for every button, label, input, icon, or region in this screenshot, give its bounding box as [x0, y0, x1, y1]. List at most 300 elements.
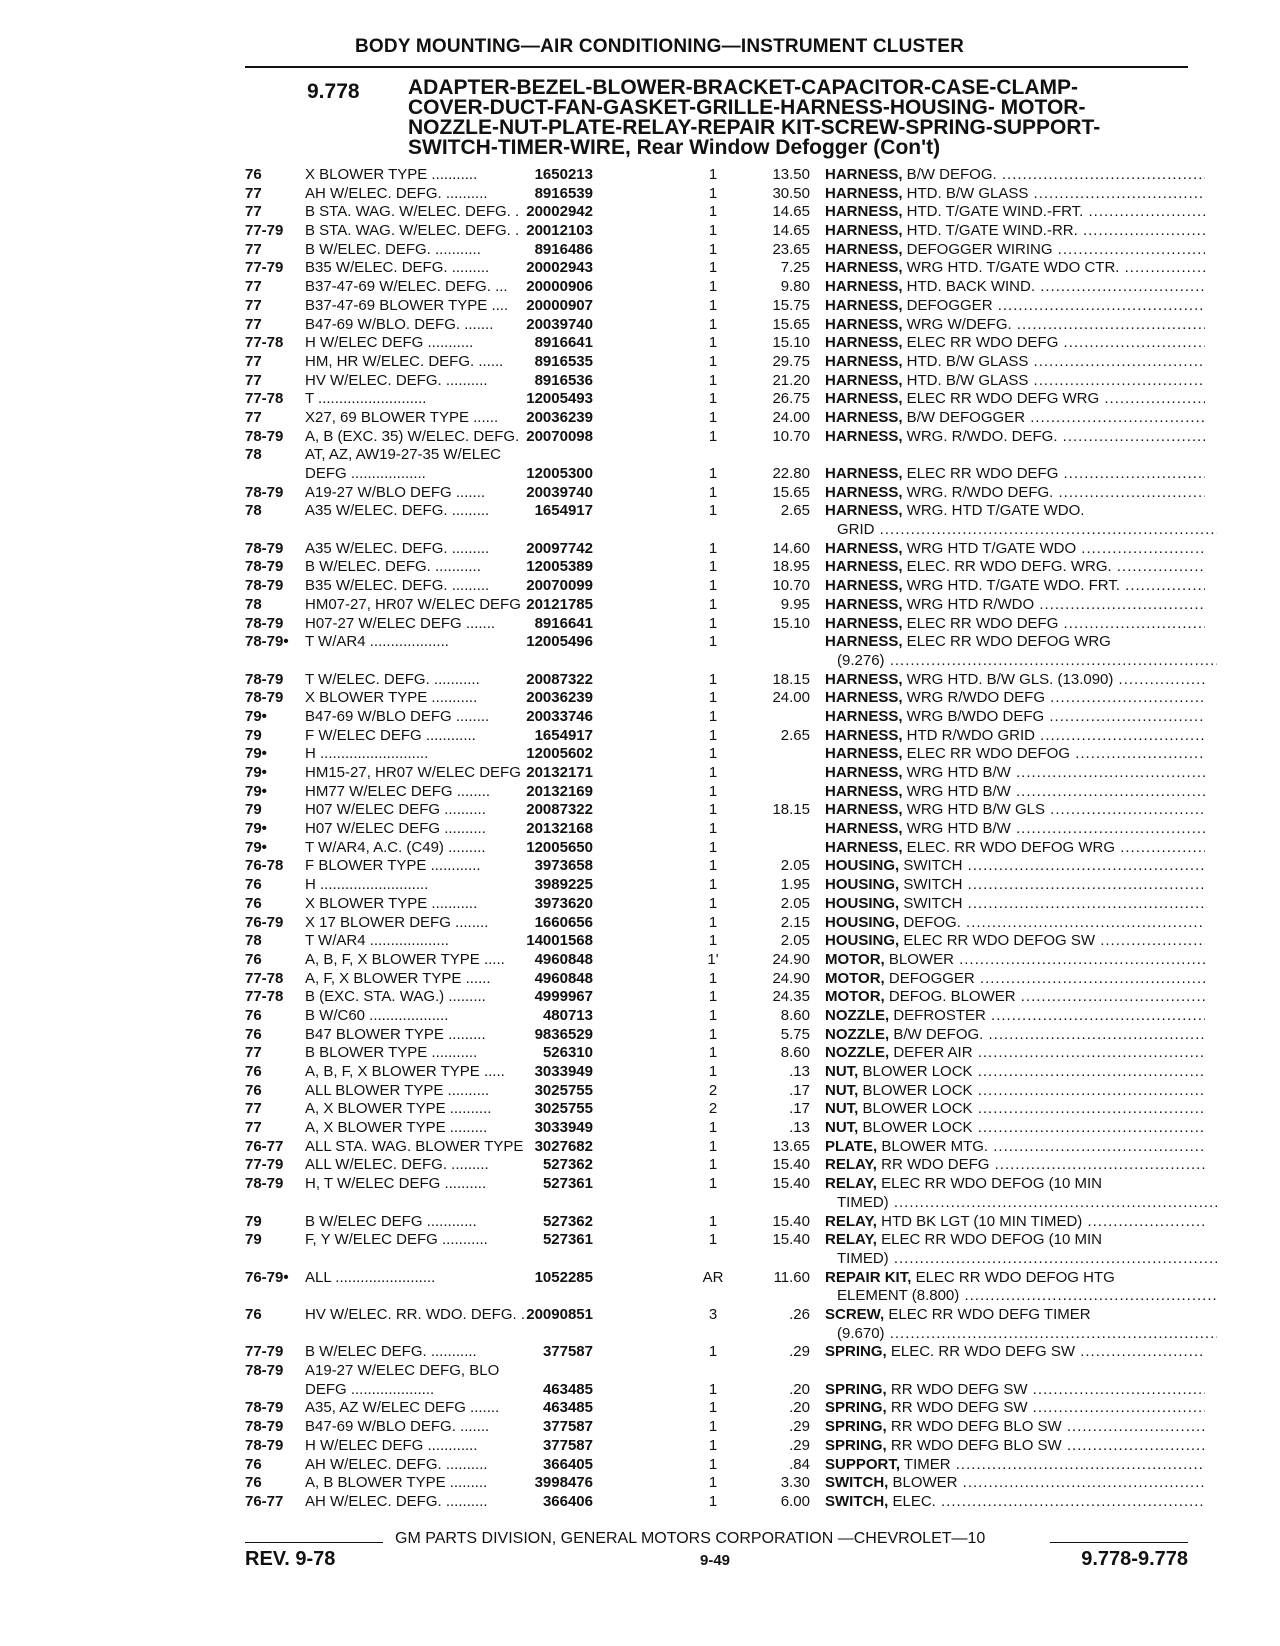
quantity: 1: [708, 558, 718, 576]
model-year: 78-79: [245, 577, 284, 595]
part-name-detail: RR WDO DEFG SW .....: [887, 1399, 1205, 1416]
part-name-detail: ELEC RR WDO DEFG TIMER: [884, 1306, 1091, 1324]
part-name-keyword: MOTOR,: [825, 950, 885, 968]
part-name-continuation: GRID .....: [825, 521, 1217, 540]
part-name-detail: ELEC. RR WDO DEFG. WRG. .....: [903, 558, 1205, 575]
part-number: 20132169: [526, 782, 593, 800]
part-name-detail: BLOWER .....: [885, 951, 1205, 968]
part-name-keyword: HOUSING,: [825, 894, 900, 912]
part-number: 377587: [542, 1436, 593, 1454]
table-row: [245, 577, 1195, 596]
price: 22.80: [772, 465, 810, 482]
quantity: 1: [708, 166, 718, 183]
price: 13.65: [772, 1137, 810, 1155]
description: HM07-27, HR07 W/ELEC DEFG: [305, 595, 521, 613]
table-row: [245, 558, 1195, 577]
part-name: [825, 1063, 1205, 1082]
part-name-detail: WRG HTD T/GATE WDO .....: [903, 540, 1205, 557]
part-name-keyword: REPAIR KIT,: [825, 1268, 912, 1286]
part-name: [825, 1119, 1205, 1138]
part-number: 20132168: [526, 820, 593, 838]
model-year: 79•: [245, 838, 267, 856]
part-number: 20087322: [526, 801, 593, 819]
price: 23.65: [772, 240, 810, 258]
description: B W/ELEC DEFG ............: [305, 1212, 477, 1230]
part-name-keyword: RELAY,: [825, 1156, 877, 1174]
part-name: [825, 988, 1205, 1007]
table-row: [245, 1231, 1195, 1268]
model-year: 77: [245, 240, 262, 258]
footer-publisher: GM PARTS DIVISION, GENERAL MOTORS CORPORATION —CHEVROLET—10: [395, 1530, 986, 1547]
model-year: 76: [245, 166, 262, 183]
table-row: [245, 970, 1195, 989]
part-number: 3033949: [534, 1063, 593, 1081]
part-name-keyword: HARNESS,: [825, 352, 903, 370]
price: .13: [789, 1119, 810, 1137]
part-number: 20070098: [526, 427, 593, 445]
part-name: [825, 1306, 1205, 1325]
model-year: 77-78: [245, 390, 284, 408]
price: .13: [789, 1063, 810, 1081]
part-name-detail: BLOWER .....: [888, 1474, 1205, 1491]
part-name: [825, 783, 1205, 802]
table-row: [245, 988, 1195, 1007]
quantity: 1: [708, 408, 718, 426]
part-name-keyword: NOZZLE,: [825, 1044, 890, 1062]
part-number: 20036239: [526, 408, 593, 426]
description: A, F, X BLOWER TYPE ......: [305, 969, 491, 987]
description: B STA. WAG. W/ELEC. DEFG. .: [305, 203, 520, 221]
description: B47-69 W/BLO. DEFG. .......: [305, 315, 494, 333]
part-name-continuation: TIMED) .....: [825, 1250, 1217, 1269]
price: .26: [789, 1306, 810, 1324]
part-number: 20039740: [526, 315, 593, 333]
part-name: [825, 465, 1205, 484]
part-name-detail: WRG HTD B/W GLS .....: [903, 801, 1205, 818]
part-name-keyword: HARNESS,: [825, 203, 903, 221]
part-name: [825, 278, 1205, 297]
model-year: 79: [245, 801, 262, 819]
part-name-detail: DEFOGGER .....: [903, 297, 1205, 314]
model-year: 77-79: [245, 222, 284, 240]
table-row: [245, 1100, 1195, 1119]
price: .20: [789, 1399, 810, 1417]
part-number: 480713: [542, 1006, 593, 1024]
price: 18.95: [772, 558, 810, 576]
part-name-keyword: NUT,: [825, 1100, 859, 1118]
model-year: 77: [245, 371, 262, 389]
model-year: 78-79: [245, 689, 284, 707]
part-name-continuation: ELEMENT (8.800) .....: [825, 1287, 1217, 1306]
model-year: 78-79•: [245, 633, 289, 651]
quantity: 1: [708, 1380, 718, 1398]
part-name-keyword: HARNESS,: [825, 820, 903, 838]
table-row: [245, 1493, 1195, 1512]
model-year: 78: [245, 502, 262, 520]
part-name-keyword: HARNESS,: [825, 427, 903, 445]
quantity: 1: [708, 969, 718, 987]
description: H07 W/ELEC DEFG ..........: [305, 820, 486, 838]
part-name: [825, 1138, 1205, 1157]
table-row: [245, 241, 1195, 260]
price: 9.95: [780, 595, 810, 613]
part-name: [825, 1381, 1205, 1400]
part-name-keyword: HARNESS,: [825, 633, 903, 651]
table-row: [245, 259, 1195, 278]
model-year: 77-79: [245, 1156, 284, 1174]
quantity: 1: [708, 483, 718, 501]
description: H07 W/ELEC DEFG ..........: [305, 801, 486, 819]
table-row: [245, 745, 1195, 764]
part-name-keyword: SPRING,: [825, 1380, 887, 1398]
part-name-keyword: HARNESS,: [825, 371, 903, 389]
part-name: [825, 1399, 1205, 1418]
part-name-detail: WRG HTD R/WDO .....: [903, 596, 1205, 613]
footer-rule-left: [245, 1542, 383, 1543]
part-name: [825, 1156, 1205, 1175]
price: 14.65: [772, 222, 810, 240]
description: X27, 69 BLOWER TYPE ......: [305, 408, 499, 426]
part-name: [825, 970, 1205, 989]
model-year: 76: [245, 1474, 262, 1492]
part-name-detail: WRG. R/WDO. DEFG. .....: [903, 428, 1205, 445]
part-name-detail: WRG R/WDO DEFG .....: [903, 689, 1205, 706]
price: 13.50: [772, 166, 810, 183]
description: HM, HR W/ELEC. DEFG. ......: [305, 352, 504, 370]
price: 21.20: [772, 371, 810, 389]
part-number: 4999967: [534, 988, 593, 1006]
quantity: 1: [708, 1231, 718, 1249]
table-row: [245, 1175, 1195, 1212]
table-row: [245, 166, 1195, 185]
quantity: 1: [708, 390, 718, 408]
model-year: 78-79: [245, 483, 284, 501]
description: T W/AR4 ...................: [305, 633, 449, 651]
quantity: 3: [708, 1306, 718, 1324]
price: 24.00: [772, 689, 810, 707]
part-name-keyword: SPRING,: [825, 1399, 887, 1417]
model-year: 78: [245, 446, 262, 464]
part-name: [825, 1082, 1205, 1101]
part-name-detail: BLOWER MTG. .....: [877, 1138, 1205, 1155]
part-name-keyword: HOUSING,: [825, 913, 900, 931]
quantity: 1: [708, 726, 718, 744]
description: F BLOWER TYPE ............: [305, 857, 481, 875]
quantity: 1: [708, 782, 718, 800]
price: 11.60: [773, 1268, 810, 1286]
description: B STA. WAG. W/ELEC. DEFG. .: [305, 222, 520, 240]
table-row: [245, 278, 1195, 297]
model-year: 78-79: [245, 558, 284, 576]
quantity: 1: [708, 222, 718, 240]
table-row: [245, 1213, 1195, 1232]
description: B W/ELEC. DEFG. ...........: [305, 558, 481, 576]
part-name-detail: WRG B/WDO DEFG .....: [903, 708, 1205, 725]
part-name-detail: RR WDO DEFG SW .....: [887, 1381, 1205, 1398]
part-name: [825, 857, 1205, 876]
part-name-detail: WRG HTD. B/W GLS. (13.090) .....: [903, 671, 1205, 688]
part-number: 20000906: [526, 278, 593, 296]
part-name-detail: WRG W/DEFG. .....: [903, 316, 1205, 333]
part-name-keyword: HARNESS,: [825, 539, 903, 557]
part-name: [825, 484, 1205, 503]
table-row: [245, 465, 1195, 484]
table-row: [245, 1381, 1195, 1400]
price: 18.15: [772, 801, 810, 819]
part-name: [825, 297, 1205, 316]
part-name-keyword: SUPPORT,: [825, 1455, 901, 1473]
price: 24.00: [772, 408, 810, 426]
model-year: 79•: [245, 782, 267, 800]
part-number: 20070099: [526, 577, 593, 595]
description: H ..........................: [305, 876, 429, 894]
price: 14.60: [772, 539, 810, 557]
part-number: 20033746: [526, 707, 593, 725]
part-name-keyword: HOUSING,: [825, 876, 900, 894]
part-name-keyword: HARNESS,: [825, 726, 903, 744]
part-name-detail: BLOWER LOCK .....: [858, 1063, 1205, 1080]
quantity: 1: [708, 614, 718, 632]
part-name-detail: B/W DEFOG. .....: [889, 1026, 1205, 1043]
price: 8.60: [780, 1044, 810, 1062]
part-number: 12005389: [526, 558, 593, 576]
table-row: [245, 689, 1195, 708]
table-row: [245, 1156, 1195, 1175]
part-number: 527362: [542, 1212, 593, 1230]
part-number: 8916539: [534, 184, 593, 202]
price: 30.50: [772, 184, 810, 202]
part-number: 3973620: [534, 894, 593, 912]
quantity: 1: [708, 427, 718, 445]
section-heading: [408, 78, 1193, 158]
part-name-keyword: RELAY,: [825, 1175, 877, 1193]
description: T ..........................: [305, 390, 427, 408]
part-number: 12005650: [526, 838, 593, 856]
model-year: 78-79: [245, 1418, 284, 1436]
quantity: 1: [708, 502, 718, 520]
table-row: [245, 203, 1195, 222]
price: 26.75: [772, 390, 810, 408]
quantity: AR: [702, 1268, 724, 1286]
description: F W/ELEC DEFG ............: [305, 726, 476, 744]
description: T W/AR4, A.C. (C49) .........: [305, 838, 486, 856]
part-number: 8916641: [534, 614, 593, 632]
model-year: 79: [245, 1231, 262, 1249]
model-year: 78-79: [245, 1175, 284, 1193]
part-number: 4960848: [534, 950, 593, 968]
part-name: [825, 764, 1205, 783]
model-year: 76: [245, 1306, 262, 1324]
quantity: 1: [708, 988, 718, 1006]
description: B W/C60 ...................: [305, 1006, 449, 1024]
part-name-keyword: NUT,: [825, 1081, 859, 1099]
quantity: 1: [708, 184, 718, 202]
part-name-keyword: NOZZLE,: [825, 1025, 890, 1043]
section-heading-line: COVER-DUCT-FAN-GASKET-GRILLE-HARNESS-HOUSING- MOTOR-: [408, 96, 1086, 119]
description: AH W/ELEC. DEFG. ..........: [305, 184, 488, 202]
part-name-keyword: HARNESS,: [825, 670, 903, 688]
model-year: 79•: [245, 745, 267, 763]
part-number: 20002942: [526, 203, 593, 221]
section-number: 9.778: [307, 80, 360, 103]
header-rule: [245, 66, 1188, 68]
part-name-detail: ELEC RR WDO DEFOG HTG: [911, 1268, 1115, 1286]
part-name-detail: B/W DEFOG. .....: [903, 166, 1205, 183]
description: B47-69 W/BLO DEFG. .......: [305, 1418, 490, 1436]
description: AT, AZ, AW19-27-35 W/ELEC: [305, 446, 501, 464]
part-name-keyword: HARNESS,: [825, 558, 903, 576]
part-name-detail: ELEC RR WDO DEFOG .....: [903, 745, 1205, 762]
quantity: 1: [708, 1025, 718, 1043]
part-name-keyword: HARNESS,: [825, 408, 903, 426]
model-year: 77: [245, 315, 262, 333]
part-name-detail: ELEC. RR WDO DEFG SW .....: [887, 1343, 1205, 1360]
description: HM77 W/ELEC DEFG ........: [305, 782, 491, 800]
part-name-detail: DEFOG. BLOWER .....: [885, 988, 1205, 1005]
description: A, B, F, X BLOWER TYPE .....: [305, 1063, 505, 1081]
table-row: [245, 1026, 1195, 1045]
part-name-keyword: SPRING,: [825, 1343, 887, 1361]
price: 7.25: [780, 259, 810, 277]
part-name: [825, 1474, 1205, 1493]
quantity: 2: [708, 1100, 718, 1118]
table-row: [245, 1418, 1195, 1437]
part-name: [825, 166, 1205, 185]
part-name: [825, 1456, 1205, 1475]
price: 24.90: [772, 950, 810, 968]
part-number: 3025755: [534, 1100, 593, 1118]
table-row: [245, 914, 1195, 933]
table-row: [245, 1082, 1195, 1101]
price: 15.10: [772, 614, 810, 632]
table-row: [245, 1399, 1195, 1418]
model-year: 78-79: [245, 427, 284, 445]
part-name: [825, 1493, 1205, 1512]
description: B37-47-69 W/ELEC. DEFG. ...: [305, 278, 508, 296]
quantity: 1: [708, 913, 718, 931]
section-heading-line: ADAPTER-BEZEL-BLOWER-BRACKET-CAPACITOR-CASE-CLAMP-: [408, 76, 1079, 99]
part-name-detail: HTD. T/GATE WIND.-RR. .....: [903, 222, 1205, 239]
part-name-detail: WRG HTD B/W .....: [903, 764, 1205, 781]
price: 15.65: [772, 483, 810, 501]
quantity: 1: [708, 296, 718, 314]
description: A19-27 W/BLO DEFG .......: [305, 483, 486, 501]
table-row: [245, 876, 1195, 895]
revision-label: REV. 9-78: [245, 1548, 336, 1570]
model-year: 76-78: [245, 857, 284, 875]
part-name-keyword: SPRING,: [825, 1436, 887, 1454]
table-row: [245, 222, 1195, 241]
quantity: 1: [708, 894, 718, 912]
table-row: [245, 1456, 1195, 1475]
table-row: [245, 334, 1195, 353]
part-number: 12005493: [526, 390, 593, 408]
part-name-detail: DEFOGGER .....: [885, 970, 1205, 987]
quantity: 1: [708, 240, 718, 258]
part-name-detail: TIMER .....: [900, 1456, 1205, 1473]
parts-table: [245, 166, 1195, 1512]
table-row: [245, 540, 1195, 559]
part-name-keyword: RELAY,: [825, 1231, 877, 1249]
part-name: [825, 1213, 1205, 1232]
part-name: [825, 839, 1205, 858]
table-row: [245, 1269, 1195, 1306]
model-year: 76-77: [245, 1492, 284, 1510]
table-row: [245, 671, 1195, 690]
model-year: 77: [245, 1044, 262, 1062]
part-number: 526310: [542, 1044, 593, 1062]
quantity: 1: [708, 857, 718, 875]
part-name-detail: HTD. BACK WIND. .....: [903, 278, 1205, 295]
part-name-keyword: HOUSING,: [825, 857, 900, 875]
part-name-keyword: HARNESS,: [825, 315, 903, 333]
part-name: [825, 334, 1205, 353]
part-name-detail: ELEC RR WDO DEFOG WRG: [902, 633, 1111, 651]
model-year: 79•: [245, 707, 267, 725]
model-year: 79•: [245, 820, 267, 838]
quantity: 1: [708, 1418, 718, 1436]
description: A, B, F, X BLOWER TYPE .....: [305, 950, 505, 968]
part-name-keyword: RELAY,: [825, 1212, 877, 1230]
quantity: 1: [708, 670, 718, 688]
quantity: 1: [708, 1006, 718, 1024]
part-name-detail: BLOWER LOCK .....: [858, 1119, 1205, 1136]
table-row: [245, 353, 1195, 372]
part-number: 527361: [542, 1175, 593, 1193]
quantity: 1: [708, 689, 718, 707]
description: B47 BLOWER TYPE .........: [305, 1025, 486, 1043]
part-number: 3025755: [534, 1081, 593, 1099]
table-row: [245, 297, 1195, 316]
quantity: 1: [708, 876, 718, 894]
model-year: 76: [245, 1063, 262, 1081]
description: B47-69 W/BLO DEFG ........: [305, 707, 490, 725]
table-row: [245, 633, 1195, 670]
section-heading-line: NOZZLE-NUT-PLATE-RELAY-REPAIR KIT-SCREW-SPRING-SUPPORT-: [408, 116, 1101, 139]
part-name: [825, 615, 1205, 634]
model-year: 77: [245, 1100, 262, 1118]
table-row: [245, 484, 1195, 503]
part-name: [825, 1026, 1205, 1045]
part-number: 8916486: [534, 240, 593, 258]
table-row: [245, 596, 1195, 615]
part-number: 3033949: [534, 1119, 593, 1137]
part-name: [825, 222, 1205, 241]
description: B37-47-69 BLOWER TYPE ....: [305, 296, 509, 314]
part-name-detail: WRG. HTD T/GATE WDO.: [902, 502, 1085, 520]
part-name: [825, 558, 1205, 577]
description: ALL BLOWER TYPE ..........: [305, 1081, 490, 1099]
part-name-keyword: MOTOR,: [825, 988, 885, 1006]
quantity: 1: [708, 707, 718, 725]
model-year: 78-79: [245, 1362, 284, 1380]
part-number: 20039740: [526, 483, 593, 501]
description: AH W/ELEC. DEFG. ..........: [305, 1455, 488, 1473]
part-number: 12005602: [526, 745, 593, 763]
part-number: 3989225: [534, 876, 593, 894]
quantity: 1: [708, 278, 718, 296]
description: B35 W/ELEC. DEFG. .........: [305, 577, 490, 595]
part-name-keyword: SCREW,: [825, 1306, 885, 1324]
model-year: 77-79: [245, 1343, 284, 1361]
model-year: 76: [245, 1081, 262, 1099]
model-year: 79: [245, 1212, 262, 1230]
table-row: [245, 708, 1195, 727]
price: 29.75: [772, 352, 810, 370]
price: 24.90: [772, 969, 810, 987]
model-year: 76: [245, 1006, 262, 1024]
table-row: [245, 185, 1195, 204]
